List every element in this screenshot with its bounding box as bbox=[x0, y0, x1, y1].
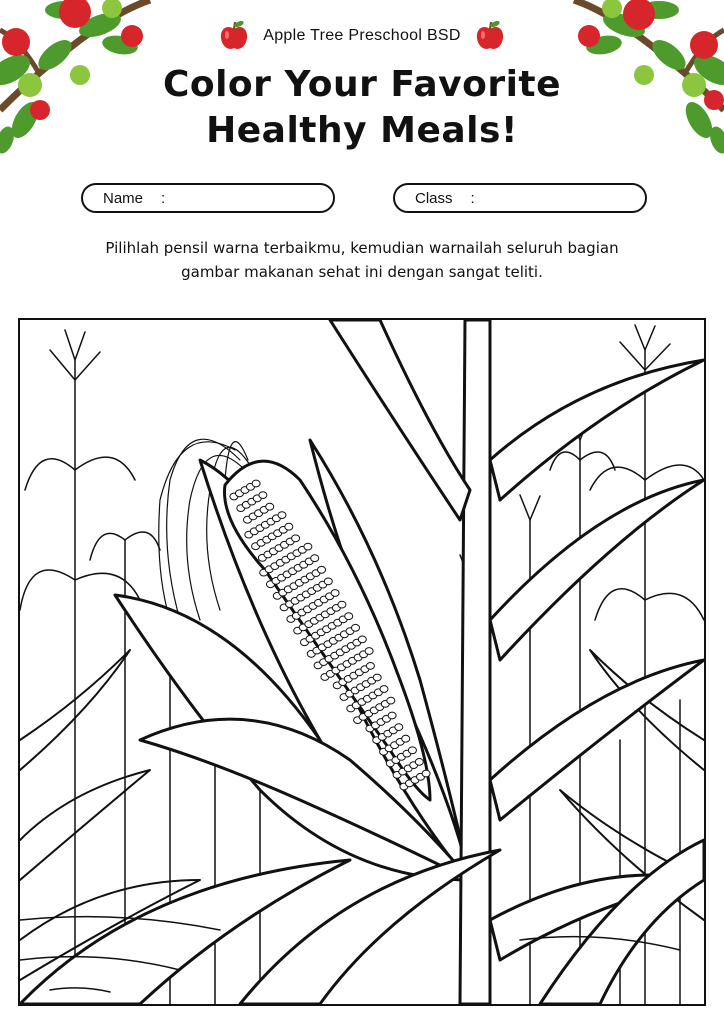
corn-kernel bbox=[338, 601, 346, 608]
title-line-1: Color Your Favorite bbox=[162, 64, 562, 105]
coloring-illustration bbox=[18, 318, 706, 1006]
apple-icon bbox=[219, 20, 249, 52]
instructions-line-2: gambar makanan sehat ini dengan sangat teliti. bbox=[181, 263, 543, 281]
corn-kernel bbox=[388, 712, 396, 719]
corn-kernel bbox=[331, 590, 339, 597]
corn-kernel bbox=[324, 578, 332, 585]
school-name: Apple Tree Preschool BSD bbox=[263, 27, 461, 44]
corn-kernel bbox=[395, 724, 403, 731]
name-field[interactable] bbox=[81, 183, 335, 213]
name-label: Name bbox=[103, 189, 144, 207]
corn-kernel bbox=[285, 523, 293, 530]
corn-kernel bbox=[311, 555, 319, 562]
instructions bbox=[40, 236, 684, 284]
corn-kernel bbox=[358, 636, 366, 643]
corn-kernel bbox=[380, 686, 388, 693]
instructions-line-1: Pilihlah pensil warna terbaikmu, kemudian warnailah seluruh bagian bbox=[105, 239, 619, 257]
corn-kernel bbox=[292, 535, 300, 542]
corn-kernel bbox=[318, 566, 326, 573]
corn-kernel bbox=[352, 624, 360, 631]
corn-kernel bbox=[266, 503, 274, 510]
apple-icon bbox=[475, 20, 505, 52]
corn-kernel bbox=[259, 492, 267, 499]
page-title bbox=[0, 62, 724, 154]
class-field[interactable] bbox=[393, 183, 647, 213]
corn-kernel bbox=[408, 747, 416, 754]
name-colon: : bbox=[161, 189, 166, 207]
class-label: Class bbox=[415, 189, 453, 207]
school-header bbox=[0, 20, 724, 57]
corn-kernel bbox=[373, 674, 381, 681]
corn-kernel bbox=[304, 543, 312, 550]
corn-kernel bbox=[345, 613, 353, 620]
corn-kernel bbox=[415, 759, 423, 766]
corn-kernel bbox=[387, 697, 395, 704]
corn-kernel bbox=[278, 512, 286, 519]
corn-kernel bbox=[365, 648, 373, 655]
corn-kernel bbox=[422, 770, 430, 777]
corn-kernel bbox=[366, 663, 374, 670]
class-colon: : bbox=[470, 189, 475, 207]
corn-kernel bbox=[402, 735, 410, 742]
corn-kernel bbox=[252, 480, 260, 487]
foreground-leaves bbox=[20, 840, 704, 1004]
title-line-2: Healthy Meals! bbox=[206, 110, 518, 151]
